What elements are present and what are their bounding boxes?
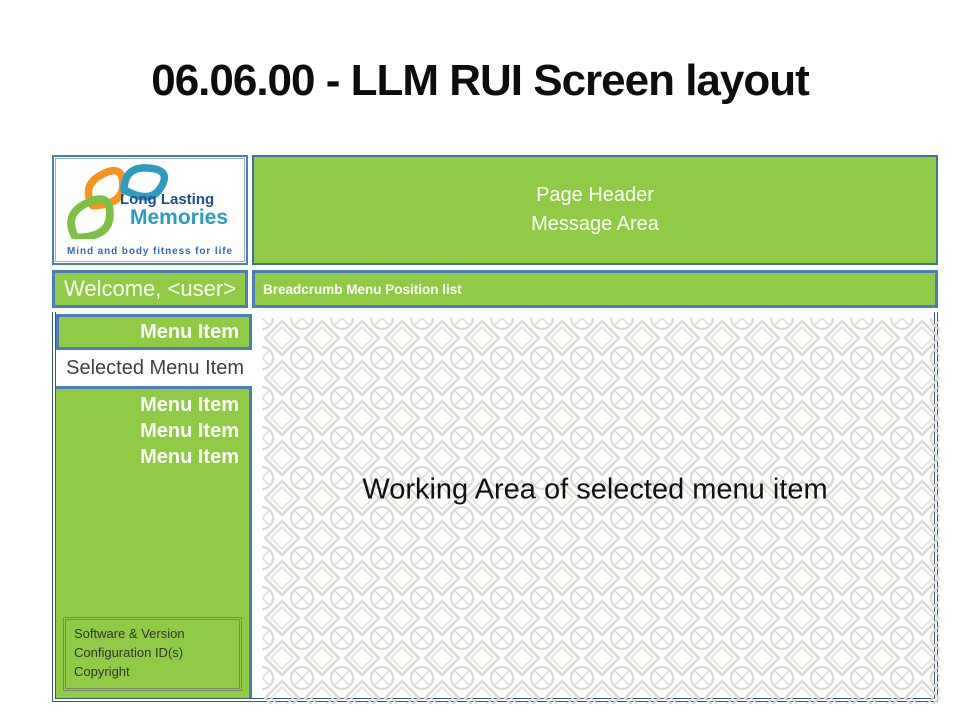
page-header-message-area (252, 155, 938, 265)
software-info-box (63, 617, 242, 691)
welcome-label: Welcome, <user> (63, 276, 236, 301)
menu-item-label: Menu Item (140, 320, 239, 343)
working-area-label: Working Area of selected menu item (362, 473, 828, 506)
sidebar-menu-item-2[interactable]: Menu Item (140, 394, 239, 416)
logo-text-memories: Memories (130, 206, 229, 229)
page-header-line2: Message Area (531, 213, 659, 235)
welcome-user-bar (52, 270, 248, 308)
content-frame (52, 312, 938, 702)
logo-box (52, 155, 248, 265)
copyright-label: Copyright (74, 664, 130, 680)
working-area (256, 312, 934, 698)
selected-menu-item-label: Selected Menu Item (66, 357, 244, 379)
sidebar-menu-item-3[interactable]: Menu Item (140, 420, 239, 442)
sidebar-menu-item-1[interactable] (56, 314, 252, 350)
software-version-label: Software & Version (74, 626, 185, 642)
sidebar-menu-item-4[interactable]: Menu Item (140, 446, 239, 468)
logo-tagline: Mind and body fitness for life (67, 246, 233, 257)
lattice-pattern-background (262, 318, 940, 704)
sidebar-selected-menu-item[interactable] (56, 353, 256, 384)
sidebar-menu-block (56, 386, 252, 698)
sidebar-menu-items (56, 389, 249, 470)
breadcrumb-label: Breadcrumb Menu Position list (263, 281, 462, 297)
page-header-line1: Page Header (536, 184, 654, 206)
page-title: 06.06.00 - LLM RUI Screen layout (151, 56, 809, 105)
configuration-id-label: Configuration ID(s) (74, 645, 184, 661)
breadcrumb[interactable] (252, 270, 938, 308)
logo-text-long-lasting: Long Lasting (120, 191, 215, 208)
